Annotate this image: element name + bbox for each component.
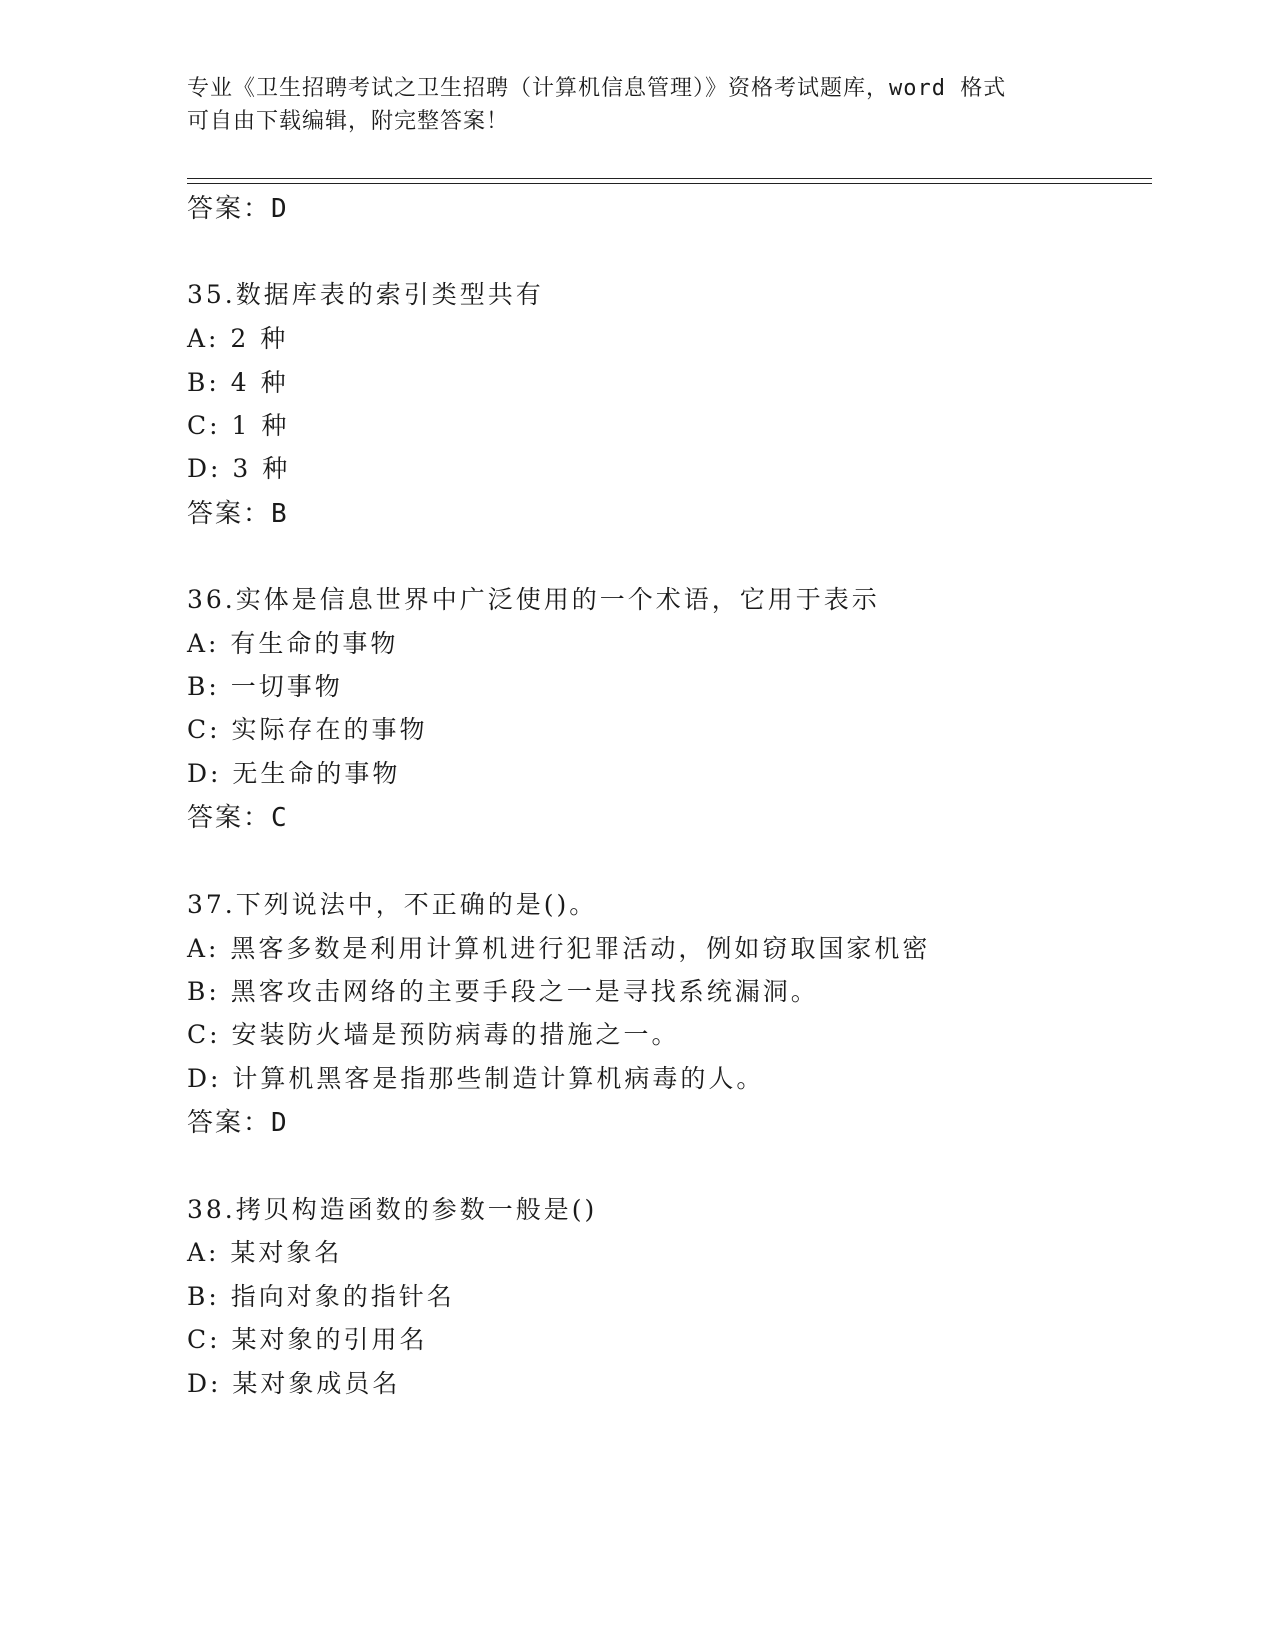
document-header bbox=[187, 72, 1087, 138]
header-rule-top bbox=[187, 178, 1152, 179]
header-rule-bottom bbox=[187, 183, 1152, 184]
question-38-option-d: D: 某对象成员名 bbox=[187, 1369, 401, 1398]
question-36-option-a: A: 有生命的事物 bbox=[187, 629, 399, 658]
question-35-option-a: A: 2 种 bbox=[187, 324, 289, 353]
question-36-option-c: C: 实际存在的事物 bbox=[187, 715, 428, 744]
question-36-stem: 36.实体是信息世界中广泛使用的一个术语，它用于表示 bbox=[187, 585, 880, 614]
question-36-option-b: B: 一切事物 bbox=[187, 672, 343, 701]
question-37-answer: 答案：D bbox=[187, 1108, 289, 1138]
header-line-1: 专业《卫生招聘考试之卫生招聘（计算机信息管理）》资格考试题库，word 格式 bbox=[187, 76, 1007, 101]
question-38-option-c: C: 某对象的引用名 bbox=[187, 1325, 428, 1354]
question-37-option-c: C: 安装防火墙是预防病毒的措施之一。 bbox=[187, 1020, 680, 1049]
question-38-stem: 38.拷贝构造函数的参数一般是() bbox=[187, 1195, 598, 1224]
question-37-option-b: B: 黑客攻击网络的主要手段之一是寻找系统漏洞。 bbox=[187, 977, 819, 1006]
question-35-option-b: B: 4 种 bbox=[187, 368, 289, 397]
question-37-option-d: D: 计算机黑客是指那些制造计算机病毒的人。 bbox=[187, 1064, 765, 1093]
question-38-option-b: B: 指向对象的指针名 bbox=[187, 1282, 455, 1311]
header-line-2: 可自由下载编辑，附完整答案！ bbox=[187, 109, 510, 134]
question-37-option-a: A: 黑客多数是利用计算机进行犯罪活动，例如窃取国家机密 bbox=[187, 934, 931, 963]
answer-prev: 答案：D bbox=[187, 194, 289, 224]
question-37-stem: 37.下列说法中，不正确的是()。 bbox=[187, 890, 598, 919]
question-36-answer: 答案：C bbox=[187, 803, 289, 833]
question-35-option-d: D: 3 种 bbox=[187, 454, 291, 483]
question-38-option-a: A: 某对象名 bbox=[187, 1238, 343, 1267]
question-35-answer: 答案：B bbox=[187, 499, 289, 529]
question-35-stem: 35.数据库表的索引类型共有 bbox=[187, 280, 544, 309]
question-35-option-c: C: 1 种 bbox=[187, 411, 290, 440]
question-36-option-d: D: 无生命的事物 bbox=[187, 759, 401, 788]
